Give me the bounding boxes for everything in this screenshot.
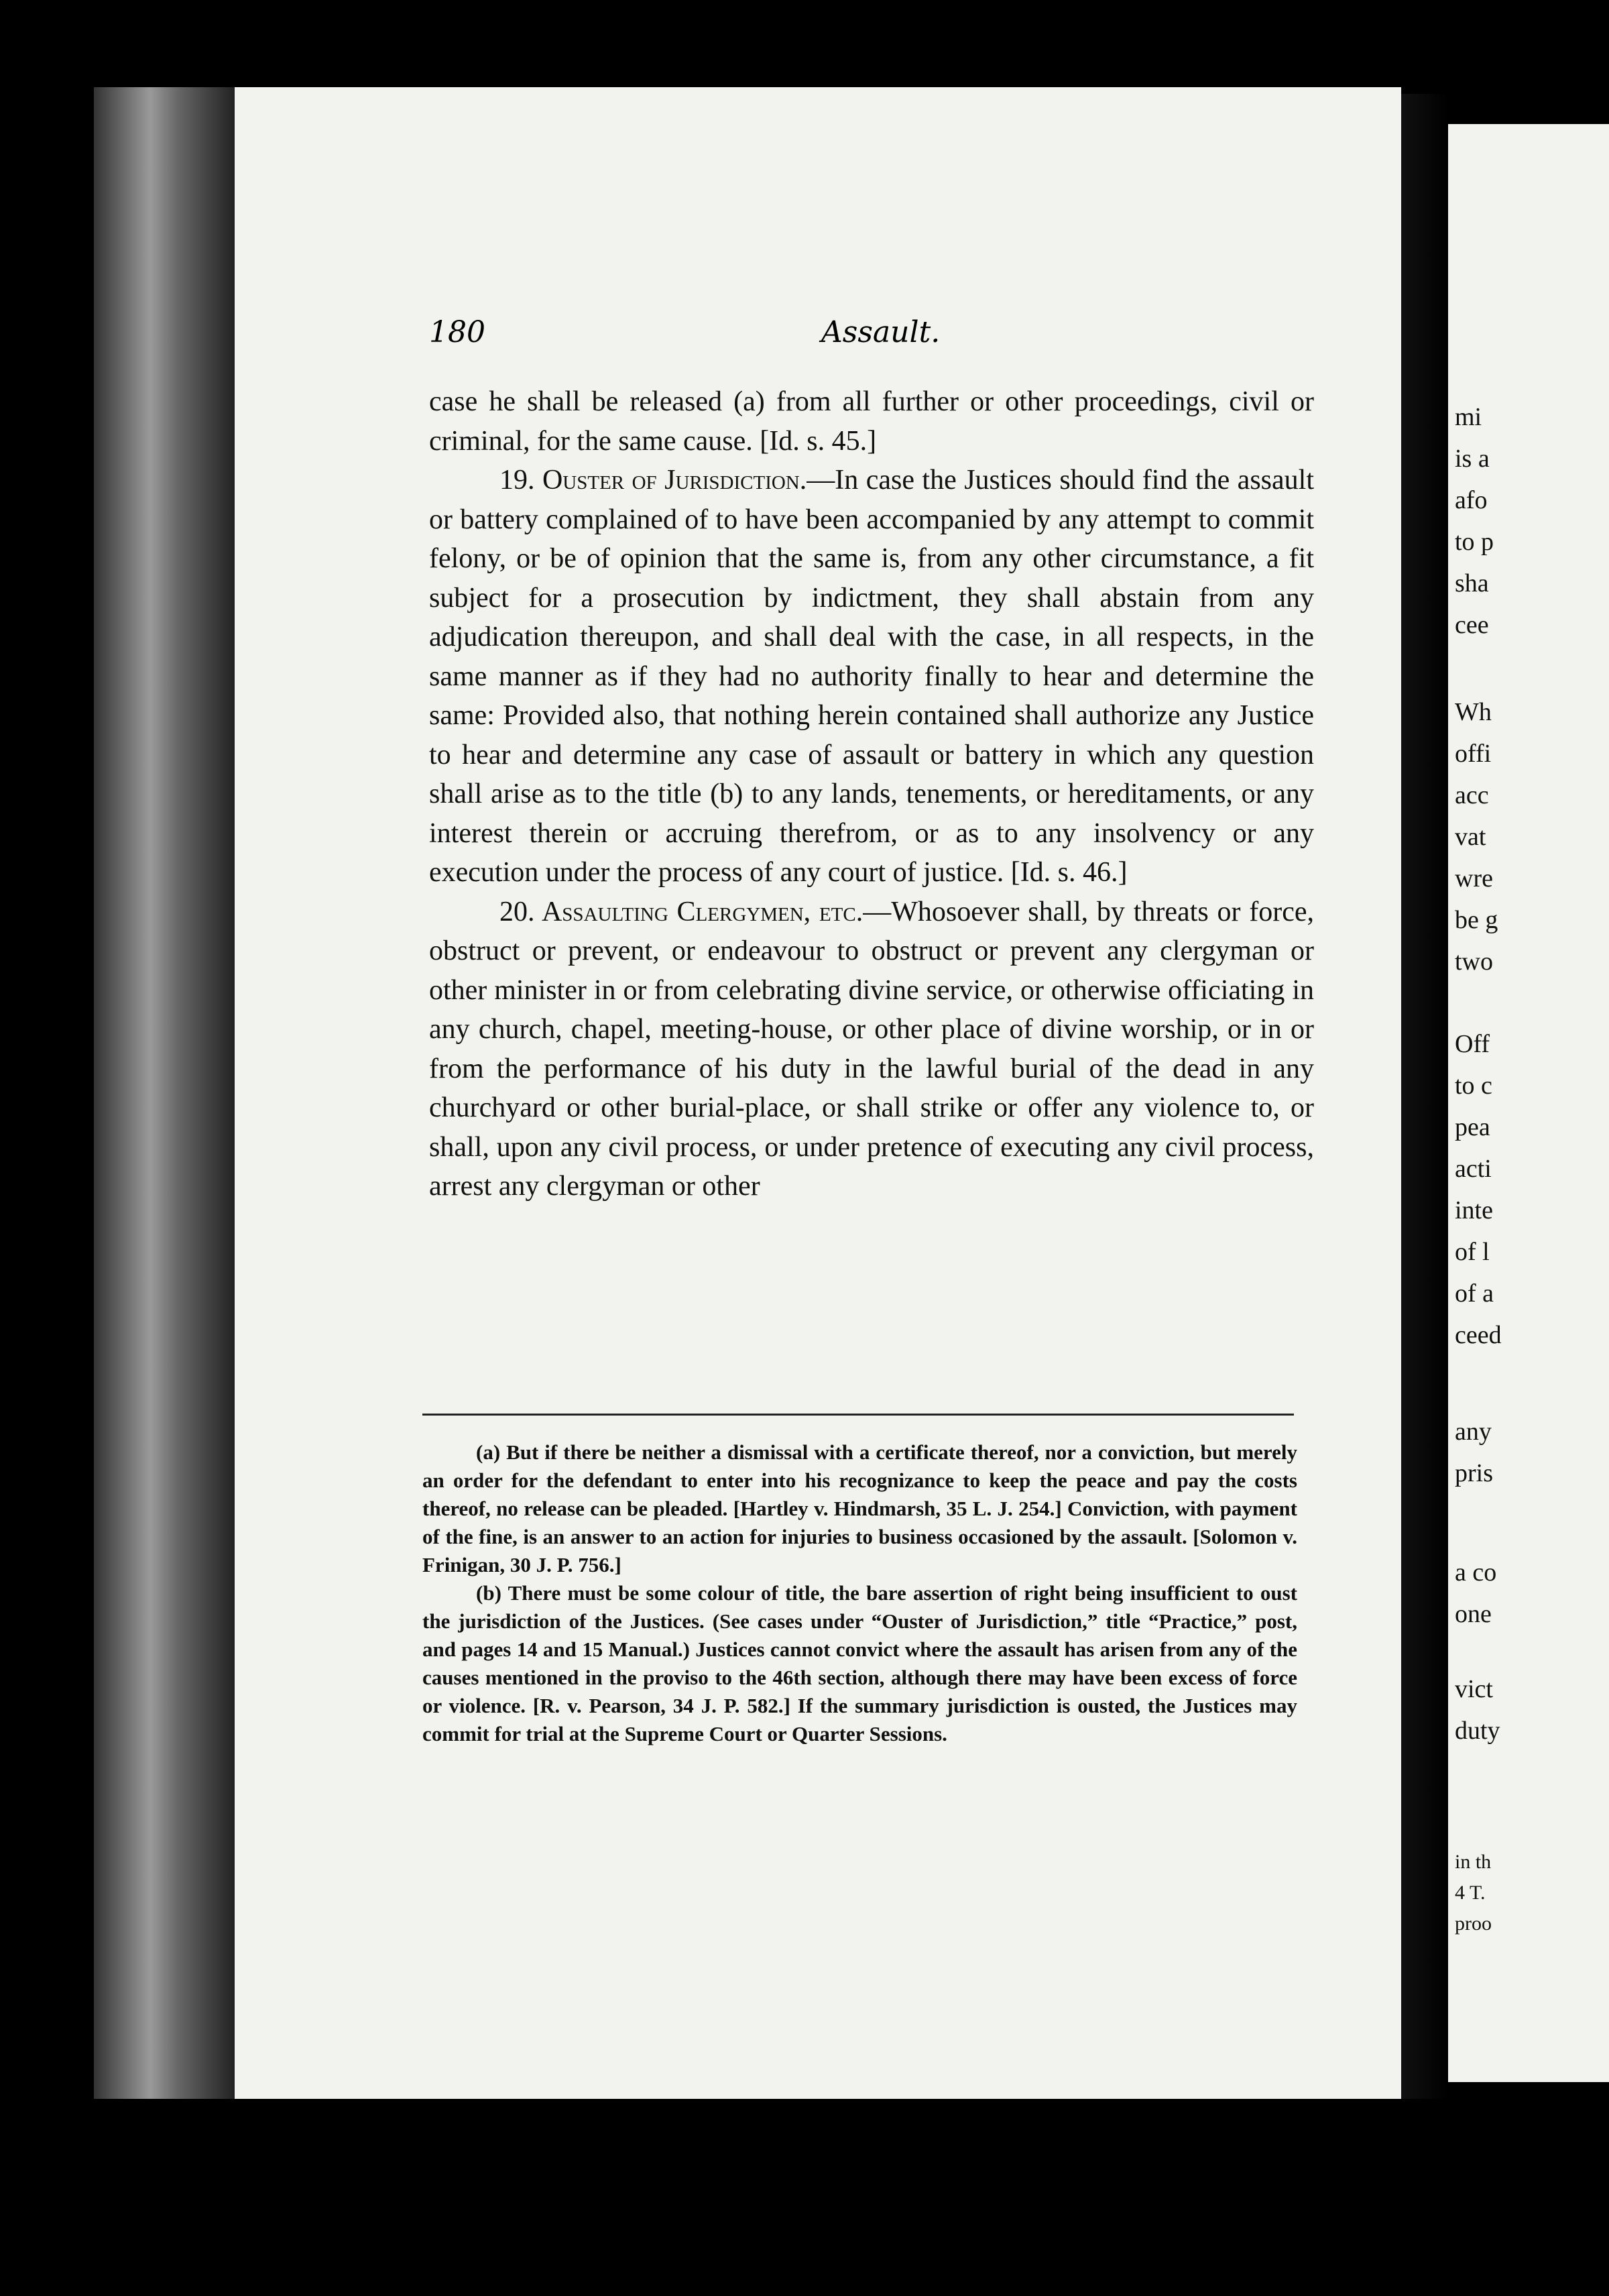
facing-line: duty [1455,1717,1500,1745]
book-edge [94,87,235,2099]
facing-line: is a [1455,445,1490,473]
paragraph-text: case he shall be released (a) from all further or other proceedings, civil or criminal, for the same cause. [Id. s. 45.] [429,386,1314,457]
facing-line: vict [1455,1675,1493,1703]
facing-line: two [1455,948,1493,976]
facing-line: be g [1455,906,1498,934]
page-header [429,315,1301,362]
running-head: Assault. [821,315,941,349]
footnotes [422,1438,1297,1748]
facing-line: of l [1455,1238,1490,1266]
facing-line: cee [1455,611,1489,639]
facing-line: mi [1455,403,1482,431]
facing-line: acti [1455,1155,1492,1183]
section-19 [429,461,1314,893]
page-number: 180 [429,315,485,349]
footnote-b: (b) There must be some colour of title, the bare assertion of right being insufficient to oust the jurisdiction of the Justices. (See cases under “Ouster of Jurisdiction,” title “Practice,” post, and pages 14 and 15 Manual.) Justices cannot convict where the assault has arisen from any of the causes mentioned in the proviso to the 46th section, although there may have been excess of force or violence. [R. v. Pearson, 34 J. P. 582.] If the summary jurisdiction is ousted, the Justices may commit for trial at the Supreme Court or Quarter Sessions. [422,1581,1297,1745]
facing-line: 4 T. [1455,1882,1486,1904]
facing-line: wre [1455,864,1493,893]
facing-line: Wh [1455,698,1492,726]
facing-line: afo [1455,486,1488,514]
facing-line: a co [1455,1558,1497,1587]
facing-line: to c [1455,1072,1492,1100]
facing-line: to p [1455,528,1494,556]
facing-line: acc [1455,781,1489,809]
footnote-a: (a) But if there be neither a dismissal with a certificate thereof, nor a conviction, but merely an order for the defendant to enter into his recognizance to keep the peace and pay the costs thereof, no release can be pleaded. [Hartley v. Hindmarsh, 35 L. J. 254.] Conviction, with payment of the fine, is an answer to an action for injuries to business occasioned by the assault. [Solomon v. Frinigan, 30 J. P. 756.] [422,1440,1297,1576]
section-heading: 19. Ouster of Jurisdiction. [499,465,807,496]
facing-line: pea [1455,1113,1490,1141]
facing-line: any [1455,1418,1492,1446]
facing-line: in th [1455,1851,1492,1873]
facing-line: sha [1455,569,1489,597]
facing-line: of a [1455,1279,1494,1308]
section-heading: 20. Assaulting Clergymen, etc. [499,896,863,927]
facing-line: vat [1455,823,1486,851]
footnote-rule [422,1414,1294,1416]
facing-line: inte [1455,1196,1493,1224]
section-text: —Whosoever shall, by threats or force, obstruct or prevent, or endeavour to obstruct or prevent any clergyman or other minister in or from celebrating divine service, or otherwise officiating in any church, chapel, meeting-house, or other place of divine worship, or in or from the performance of his duty in the lawful burial of the dead in any churchyard or other burial-place, or shall strike or offer any violence to, or shall, upon any civil process, or under pretence of executing any civil process, arrest any clergyman or other [429,896,1314,1202]
facing-line: ceed [1455,1321,1502,1349]
facing-line: offi [1455,740,1492,768]
facing-line: proo [1455,1912,1492,1935]
facing-line: one [1455,1600,1492,1628]
facing-line: Off [1455,1030,1490,1058]
body-text [429,382,1314,1206]
section-20 [429,893,1314,1206]
section-text: —In case the Justices should find the assault or battery complained of to have been accompanied by any attempt to commit felony, or be of opinion that the same is, from any other circumstance, a fit subject for a prosecution by indictment, they shall abstain from any adjudication thereupon, and shall deal with the case, in all respects, in the same manner as if they had no authority finally to hear and determine the same: Provided also, that nothing herein contained shall authorize any Justice to hear and determine any case of assault or battery in which any question shall arise as to the title (b) to any lands, tenements, or hereditaments, or any interest therein or accruing therefrom, or as to any insolvency or any execution under the process of any court of justice. [Id. s. 46.] [429,465,1314,888]
paragraph-continuation [429,382,1314,461]
facing-line: pris [1455,1459,1493,1487]
book-gutter [1401,94,1448,2099]
